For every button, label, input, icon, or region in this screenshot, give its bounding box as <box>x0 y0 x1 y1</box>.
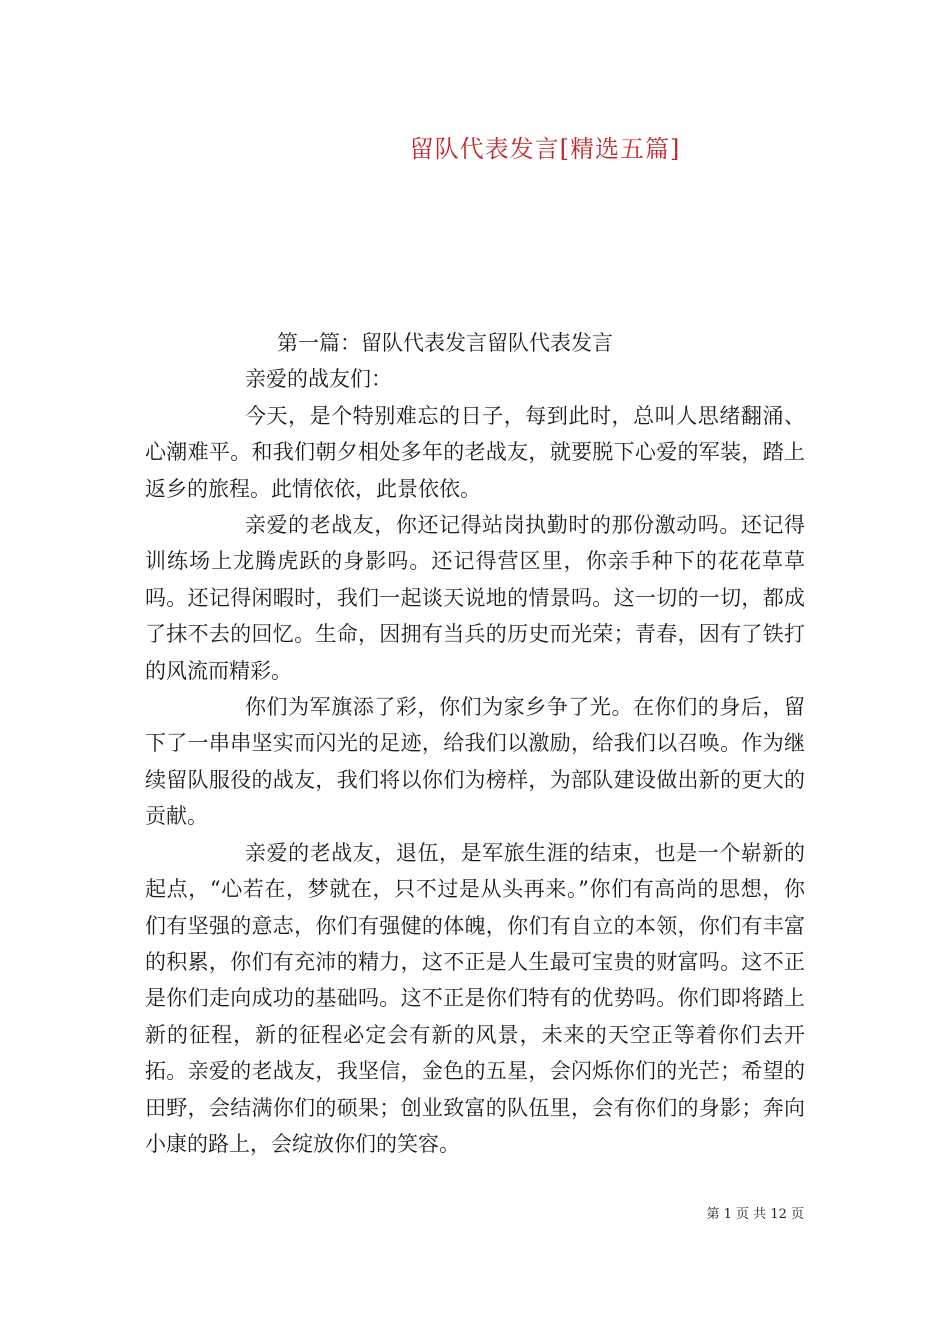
salutation: 亲爱的战友们： <box>245 367 392 392</box>
page-title: 留队代表发言[精选五篇] <box>409 135 681 163</box>
document-body <box>145 325 805 1162</box>
paragraph: 今天，是个特别难忘的日子，每到此时，总叫人思绪翻涌、心潮难平。和我们朝夕相处多年的老战友，就要脱下心爱的军装，踏上返乡的旅程。此情依依，此景依依。 <box>145 403 805 501</box>
page-number: 第 1 页 共 12 页 <box>706 1207 804 1222</box>
paragraph: 亲爱的老战友，你还记得站岗执勤时的那份激动吗。还记得训练场上龙腾虎跃的身影吗。还记得营区里，你亲手种下的花花草草吗。还记得闲暇时，我们一起谈天说地的情景吗。这一切的一切，都成了抹不去的回忆。生命，因拥有当兵的历史而光荣；青春，因有了铁打的风流而精彩。 <box>145 513 805 683</box>
section-heading: 第一篇：留队代表发言留队代表发言 <box>277 331 613 355</box>
paragraph: 你们为军旗添了彩，你们为家乡争了光。在你们的身后，留下了一串串坚实而闪光的足迹，给我们以激励，给我们以召唤。作为继续留队服役的战友，我们将以你们为榜样，为部队建设做出新的更大的贡献。 <box>145 695 805 829</box>
paragraph: 亲爱的老战友，退伍，是军旅生涯的结束，也是一个崭新的起点，“心若在，梦就在，只不过是从头再来。”你们有高尚的思想，你们有坚强的意志，你们有强健的体魄，你们有自立的本领，你们有丰富的积累，你们有充沛的精力，这不正是人生最可宝贵的财富吗。这不正是你们走向成功的基础吗。这不正是你们特有的优势吗。你们即将踏上新的征程，新的征程必定会有新的风景，未来的天空正等着你们去开拓。亲爱的老战友，我坚信，金色的五星，会闪烁你们的光芒；希望的田野，会结满你们的硕果；创业致富的队伍里，会有你们的身影；奔向小康的路上，会绽放你们的笑容。 <box>145 840 805 1156</box>
